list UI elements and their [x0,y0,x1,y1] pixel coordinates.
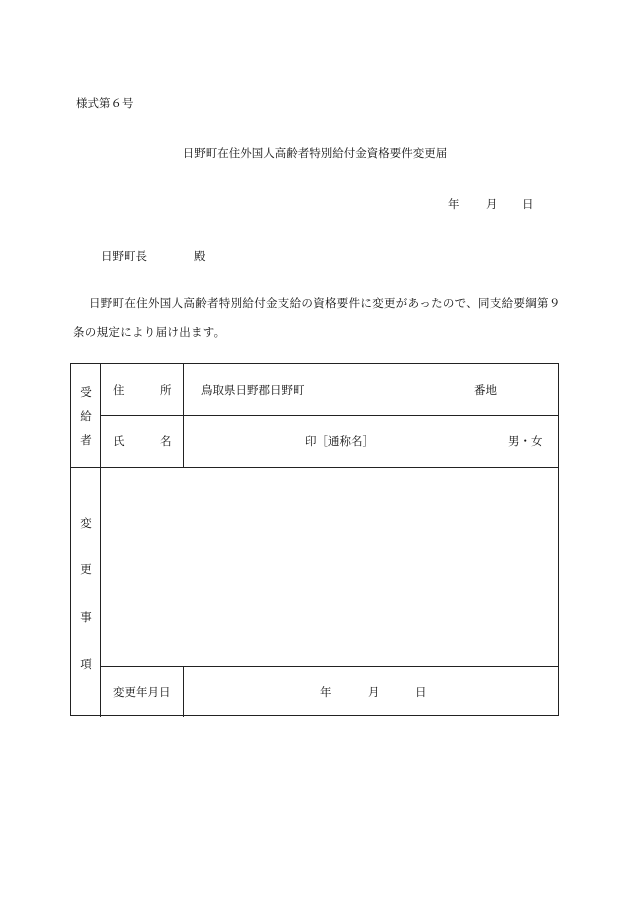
name-label-char-2: 名 [160,434,172,448]
change-header-char-1: 変 [80,516,92,530]
gender-options: 男・女 [508,434,543,448]
change-header-char-2: 更 [80,562,92,576]
address-label-char-2: 所 [160,383,172,397]
change-date-label: 変更年月日 [113,685,171,699]
address-label-char-1: 住 [113,383,125,397]
recipient-header-char-3: 者 [80,433,92,447]
row-divider-address-name [100,415,559,416]
change-notification-table [70,363,559,716]
recipient-header-char-2: 給 [80,409,92,423]
address-suffix: 番地 [474,383,497,397]
body-text-line-2: 条の規定により届け出ます。 [73,325,226,339]
addressee-name: 日野町長 [101,249,147,263]
address-value: 鳥取県日野郡日野町 [201,383,305,397]
name-label-char-1: 氏 [113,434,125,448]
addressee-honorific: 殿 [194,249,206,263]
change-date-day: 日 [415,685,427,699]
change-date-month: 月 [368,685,380,699]
document-title: 日野町在住外国人高齢者特別給付金資格要件変更届 [182,146,448,160]
change-details-area[interactable] [101,468,559,666]
change-header-char-4: 項 [80,657,92,671]
change-date-year: 年 [320,685,332,699]
date-year-label: 年 [448,197,460,211]
date-month-label: 月 [486,197,498,211]
column-divider-2-bottom [183,666,184,717]
recipient-header-char-1: 受 [80,385,92,399]
seal-alias-label: 印［通称名］ [305,434,374,448]
body-text-line-1: 日野町在住外国人高齢者特別給付金支給の資格要件に変更があったので、同支給要綱第９ [89,296,561,310]
form-number: 様式第６号 [76,96,134,110]
row-divider-change-date [100,666,559,667]
date-day-label: 日 [522,197,534,211]
change-header-char-3: 事 [80,610,92,624]
